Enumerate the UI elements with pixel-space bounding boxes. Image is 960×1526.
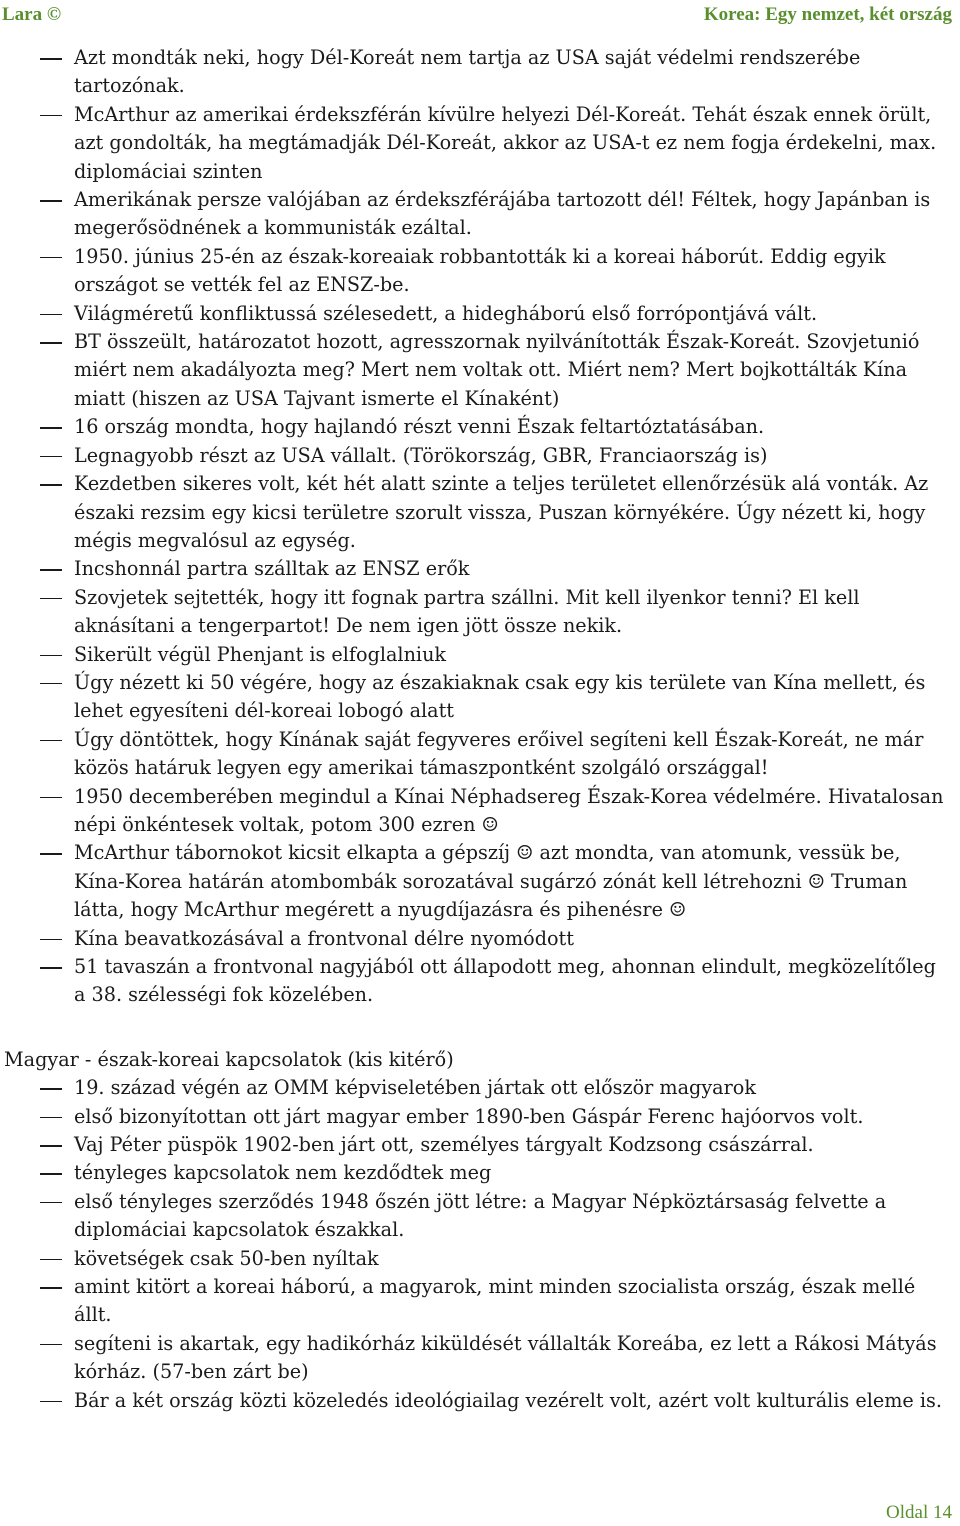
page-number: Oldal 14 [886, 1502, 952, 1523]
list-item: Szovjetek sejtették, hogy itt fognak partra szállni. Mit kell ilyenkor tenni? El kell aknásítani a tengerpartot! De nem igen jött össze nekik. [0, 584, 960, 641]
list-item: követségek csak 50-ben nyíltak [0, 1245, 960, 1273]
document-body [0, 44, 960, 1415]
list-item: Legnagyobb részt az USA vállalt. (Törökország, GBR, Franciaország is) [0, 442, 960, 470]
list-item: első bizonyítottan ott járt magyar ember 1890-ben Gáspár Ferenc hajóorvos volt. [0, 1103, 960, 1131]
list-item: 19. század végén az OMM képviseletében jártak ott először magyarok [0, 1074, 960, 1102]
header-author: Lara © [2, 4, 62, 25]
list-item: BT összeült, határozatot hozott, agresszornak nyilvánították Észak-Koreát. Szovjetunió miért nem akadályozta meg? Mert nem voltak ott. Miért nem? Mert bojkottálták Kína miatt (hiszen az USA Tajvant ismerte el Kínaként) [0, 328, 960, 413]
list-item: első tényleges szerződés 1948 őszén jött létre: a Magyar Népköztársaság felvette a diplomáciai kapcsolatok északkal. [0, 1188, 960, 1245]
list-item: Sikerült végül Phenjant is elfoglalniuk [0, 641, 960, 669]
list-item: Amerikának persze valójában az érdekszférájába tartozott dél! Féltek, hogy Japánban is megerősödnének a kommunisták ezáltal. [0, 186, 960, 243]
page-header [0, 4, 960, 28]
bullet-list-war [0, 44, 960, 1010]
list-item: Azt mondták neki, hogy Dél-Koreát nem tartja az USA saját védelmi rendszerébe tartozónak. [0, 44, 960, 101]
list-item: tényleges kapcsolatok nem kezdődtek meg [0, 1159, 960, 1187]
header-title: Korea: Egy nemzet, két ország [703, 4, 952, 25]
list-item: amint kitört a koreai háború, a magyarok, mint minden szocialista ország, észak mellé állt. [0, 1273, 960, 1330]
list-item: 1950. június 25-én az észak-koreaiak robbantották ki a koreai háborút. Eddig egyik országot se vették fel az ENSZ-be. [0, 243, 960, 300]
bullet-list-relations [0, 1074, 960, 1415]
list-item: Úgy nézett ki 50 végére, hogy az északiaknak csak egy kis területe van Kína mellett, és lehet egyesíteni dél-koreai lobogó alatt [0, 669, 960, 726]
list-item: McArthur tábornokot kicsit elkapta a gépszíj ☺ azt mondta, van atomunk, vessük be, Kína-Korea határán atombombák sorozatával sugárzó zónát kell létrehozni ☺ Truman látta, hogy McArthur megérett a nyugdíjazásra és pihenésre ☺ [0, 839, 960, 924]
list-item: Kezdetben sikeres volt, két hét alatt szinte a teljes területet ellenőrzésük alá vonták. Az északi rezsim egy kicsi területre szorult vissza, Puszan környékére. Úgy nézett ki, hogy mégis megvalósul az egység. [0, 470, 960, 555]
list-item: Világméretű konfliktussá szélesedett, a hidegháború első forrópontjává vált. [0, 300, 960, 328]
list-item: 1950 decemberében megindul a Kínai Néphadsereg Észak-Korea védelmére. Hivatalosan népi önkéntesek voltak, potom 300 ezren ☺ [0, 783, 960, 840]
list-item: Úgy döntöttek, hogy Kínának saját fegyveres erőivel segíteni kell Észak-Koreát, ne már közös határuk legyen egy amerikai támaszpontként szolgáló országgal! [0, 726, 960, 783]
list-item: Vaj Péter püspök 1902-ben járt ott, személyes tárgyalt Kodzsong császárral. [0, 1131, 960, 1159]
list-item: Bár a két ország közti közeledés ideológiailag vezérelt volt, azért volt kulturális eleme is. [0, 1387, 960, 1415]
list-item: Incshonnál partra szálltak az ENSZ erők [0, 555, 960, 583]
list-item: 16 ország mondta, hogy hajlandó részt venni Észak feltartóztatásában. [0, 413, 960, 441]
list-item: segíteni is akartak, egy hadikórház kiküldését vállalták Koreába, ez lett a Rákosi Mátyás kórház. (57-ben zárt be) [0, 1330, 960, 1387]
section-title: Magyar - észak-koreai kapcsolatok (kis kitérő) [4, 1047, 454, 1071]
list-item: Kína beavatkozásával a frontvonal délre nyomódott [0, 925, 960, 953]
list-item: 51 tavaszán a frontvonal nagyjából ott állapodott meg, ahonnan elindult, megközelítőleg a 38. szélességi fok közelében. [0, 953, 960, 1010]
list-item: McArthur az amerikai érdekszférán kívülre helyezi Dél-Koreát. Tehát észak ennek örült, azt gondolták, ha megtámadják Dél-Koreát, akkor az USA-t ez nem fogja érdekelni, max. diplomáciai szinten [0, 101, 960, 186]
